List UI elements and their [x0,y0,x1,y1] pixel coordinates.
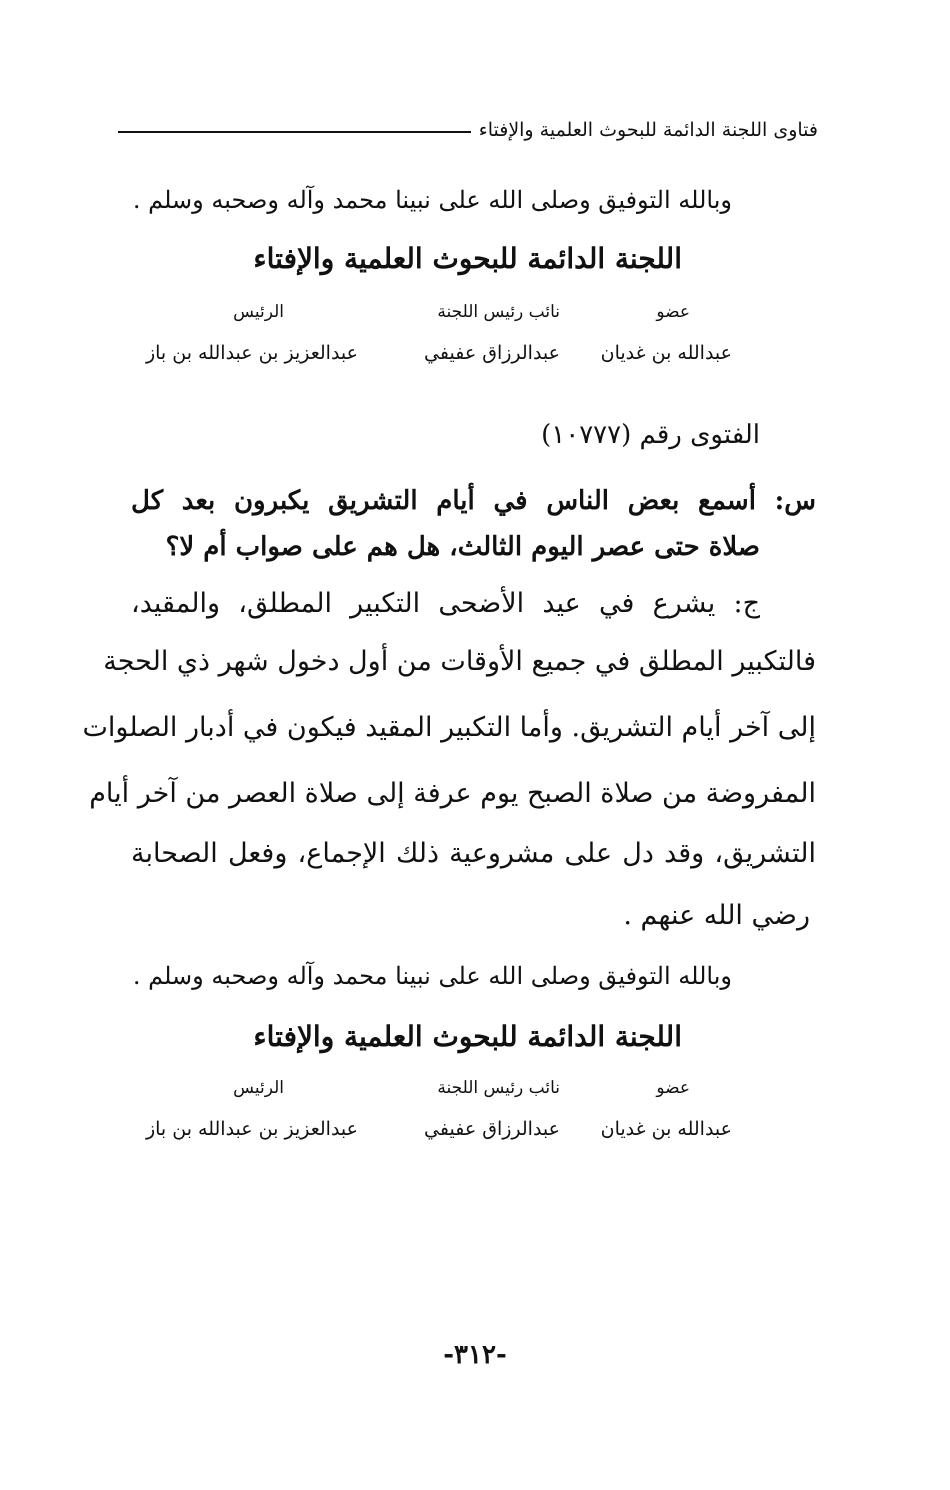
signature-block [132,1076,732,1156]
answer-line: إلى آخر أيام التشريق. وأما التكبير المقيد فيكون في أدبار الصلوات [82,712,816,743]
committee-title: اللجنة الدائمة للبحوث العلمية والإفتاء [253,1020,682,1053]
signature-block [132,300,732,380]
answer-line: رضي الله عنهم . [623,900,810,931]
signatory-name-chair: عبدالعزيز بن عبدالله بن باز [145,342,358,364]
signatory-role-member: عضو [656,1078,690,1098]
closing-formula: وبالله التوفيق وصلى الله على نبينا محمد وآله وصحبه وسلم . [132,186,732,214]
signatory-name-member: عبدالله بن غديان [600,1118,732,1140]
running-header [118,112,818,148]
signatory-name-vice-chair: عبدالرزاق عفيفي [424,342,560,364]
fatwa-number: الفتوى رقم (١٠٧٧٧) [541,420,760,450]
answer-line: المفروضة من صلاة الصبح يوم عرفة إلى صلاة العصر من آخر أيام [89,778,816,809]
signatory-role-member: عضو [656,302,690,322]
page-number: -٣١٢- [443,1340,507,1370]
signatory-role-vice-chair: نائب رئيس اللجنة [437,1078,560,1098]
answer-line: فالتكبير المطلق في جميع الأوقات من أول دخول شهر ذي الحجة [103,646,816,677]
signatory-name-chair: عبدالعزيز بن عبدالله بن باز [145,1118,358,1140]
signatory-name-member: عبدالله بن غديان [600,342,732,364]
signatory-role-chair: الرئيس [233,302,284,322]
question-line: س: أسمع بعض الناس في أيام التشريق يكبرون بعد كل [131,486,816,516]
signatory-role-chair: الرئيس [233,1078,284,1098]
answer-line: ج: يشرع في عيد الأضحى التكبير المطلق، والمقيد، [131,588,760,619]
signatory-role-vice-chair: نائب رئيس اللجنة [437,302,560,322]
signatory-name-vice-chair: عبدالرزاق عفيفي [424,1118,560,1140]
header-rule [118,131,471,133]
question-line: صلاة حتى عصر اليوم الثالث، هل هم على صواب أم لا؟ [165,532,760,562]
closing-formula: وبالله التوفيق وصلى الله على نبينا محمد وآله وصحبه وسلم . [132,962,732,990]
answer-line: التشريق، وقد دل على مشروعية ذلك الإجماع، وفعل الصحابة [131,838,816,869]
committee-title: اللجنة الدائمة للبحوث العلمية والإفتاء [253,242,682,275]
running-header-title: فتاوى اللجنة الدائمة للبحوث العلمية والإفتاء [478,119,818,141]
